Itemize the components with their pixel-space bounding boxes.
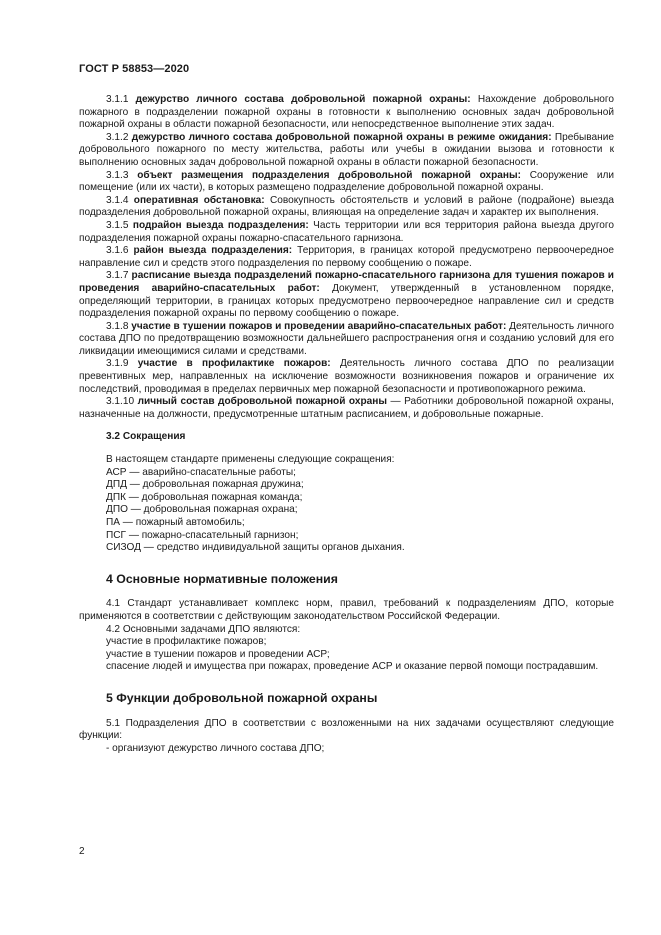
function-item: - организуют дежурство личного состава ДПО; bbox=[106, 742, 325, 754]
abbreviations-intro: В настоящем стандарте применены следующие сокращения: bbox=[106, 454, 395, 466]
definition-number: 3.1.2 bbox=[106, 131, 129, 143]
definition-term: дежурство личного состава добровольной пожарной охраны: bbox=[135, 94, 471, 105]
definition-text: Нахождение добровольного пожарного в подразделении пожарной охраны в готовности к выполнению основных задач добровольной пожарной охраны в области пожарной безопасности, или непосредственное выполнение этих задач. bbox=[79, 94, 614, 131]
definition-term: район выезда подразделения: bbox=[133, 245, 293, 257]
task-item: участие в профилактике пожаров; bbox=[106, 636, 267, 648]
definition-text: — Работники добровольной пожарной охраны, назначенные на должности, предусмотренные штатным расписанием, и добровольные пожарные. bbox=[79, 396, 614, 420]
definition-3-1-10 bbox=[79, 396, 614, 421]
definition-number: 3.1.5 bbox=[106, 219, 129, 231]
definition-number: 3.1.7 bbox=[106, 270, 129, 282]
definition-term: участие в профилактике пожаров: bbox=[137, 358, 331, 370]
definition-term: подрайон выезда подразделения: bbox=[132, 219, 309, 231]
definition-number: 3.1.9 bbox=[106, 358, 129, 370]
definition-text: Пребывание добровольного пожарного по месту жительства, работы или учебы в ожидании вызова и готовности к выполнению основных задач добровольной пожарной охраны в области пожарной безопасности. bbox=[79, 131, 614, 168]
abbreviations-list bbox=[79, 454, 614, 555]
definition-3-1-3 bbox=[79, 170, 614, 195]
definition-text: Деятельность личного состава ДПО по предотвращению возможности дальнейшего распространения огня и созданию условий для его ликвидации имеющимися силами и средствами. bbox=[79, 320, 614, 357]
definition-term: объект размещения подразделения добровольной пожарной охраны: bbox=[137, 169, 521, 181]
definition-term: дежурство личного состава добровольной пожарной охраны в режиме ожидания: bbox=[131, 131, 552, 143]
definition-3-1-5 bbox=[79, 220, 614, 245]
task-item: спасение людей и имущества при пожарах, проведение АСР и оказание первой помощи пострадавшим. bbox=[106, 661, 599, 673]
section-5-heading: 5 Функции добровольной пожарной охраны bbox=[106, 690, 378, 705]
definition-3-1-9 bbox=[79, 358, 614, 396]
definition-3-1-1 bbox=[79, 94, 614, 132]
abbreviation-item: ПСГ — пожарно-спасательный гарнизон; bbox=[106, 529, 299, 541]
definition-3-1-7 bbox=[79, 270, 614, 320]
document-header: ГОСТ Р 58853—2020 bbox=[79, 63, 190, 75]
definition-term: личный состав добровольной пожарной охраны bbox=[137, 396, 387, 408]
definition-3-1-6 bbox=[79, 245, 614, 270]
abbreviation-item: АСР — аварийно-спасательные работы; bbox=[106, 466, 296, 478]
definition-text: Территория, в границах которой предусмотрено первоочередное направление сил и средств этого подразделения по первому сообщению о пожаре. bbox=[79, 245, 614, 269]
definition-text: Сооружение или помещение (или их части), в которых размещено подразделение добровольной пожарной охраны. bbox=[79, 169, 614, 194]
paragraph-5-1: 5.1 Подразделения ДПО в соответствии с возложенными на них задачами осуществляют следующие функции: bbox=[79, 717, 614, 742]
definition-number: 3.1.6 bbox=[106, 245, 129, 257]
paragraph-4-1: 4.1 Стандарт устанавливает комплекс норм, правил, требований к подразделениям ДПО, которые применяются в соответствии с действующим законодательством Российской Федерации. bbox=[79, 598, 614, 622]
abbreviation-item: СИЗОД — средство индивидуальной защиты органов дыхания. bbox=[106, 542, 405, 554]
definition-number: 3.1.8 bbox=[106, 320, 129, 332]
definition-number: 3.1.3 bbox=[106, 169, 129, 181]
definition-term: оперативная обстановка: bbox=[133, 194, 265, 206]
definition-text: Совокупность обстоятельств и условий в районе (подрайоне) выезда подразделения добровольной пожарной охраны, влияющая на определение задач и характер их выполнения. bbox=[79, 194, 614, 219]
definition-term: расписание выезда подразделений пожарно-спасательного гарнизона для тушения пожаров и проведения аварийно-спасательных работ: bbox=[79, 270, 614, 294]
definition-text: Деятельность личного состава ДПО по реализации превентивных мер, направленных на исключение возможности возникновения пожаров и ограничение их последствий, проводимая в пределах первичных мер пожарной безопасности и противопожарного режима. bbox=[79, 358, 614, 395]
definition-number: 3.1.4 bbox=[106, 194, 129, 206]
abbreviations-heading: 3.2 Сокращения bbox=[106, 431, 186, 443]
abbreviation-item: ПА — пожарный автомобиль; bbox=[106, 517, 245, 528]
paragraph-4-2: 4.2 Основными задачами ДПО являются: bbox=[106, 623, 301, 635]
definition-number: 3.1.1 bbox=[106, 94, 129, 105]
abbreviation-item: ДПД — добровольная пожарная дружина; bbox=[106, 479, 304, 491]
definition-term: участие в тушении пожаров и проведении аварийно-спасательных работ: bbox=[131, 320, 507, 332]
definition-text: Часть территории или вся территория района выезда другого подразделения пожарной охраны пожарно-спасательного гарнизона. bbox=[79, 219, 614, 244]
definition-3-1-4 bbox=[79, 195, 614, 220]
abbreviation-item: ДПО — добровольная пожарная охрана; bbox=[106, 504, 298, 516]
definition-3-1-2 bbox=[79, 132, 614, 170]
definition-number: 3.1.10 bbox=[106, 396, 135, 408]
document-body bbox=[79, 94, 614, 755]
definition-text: Документ, утвержденный в установленном порядке, определяющий территории, в границах которых предусмотрено первоочередное направление сил и средств подразделения пожарной охраны по первому сообщению о пожаре. bbox=[79, 282, 614, 320]
definitions-list bbox=[79, 94, 614, 421]
definition-3-1-8 bbox=[79, 321, 614, 359]
task-item: участие в тушении пожаров и проведении АСР; bbox=[106, 648, 330, 660]
abbreviation-item: ДПК — добровольная пожарная команда; bbox=[106, 491, 303, 503]
section-4-heading: 4 Основные нормативные положения bbox=[106, 571, 338, 586]
page-number: 2 bbox=[79, 846, 85, 857]
